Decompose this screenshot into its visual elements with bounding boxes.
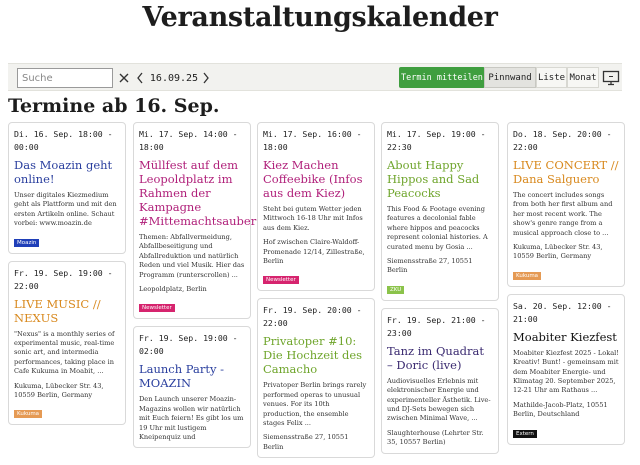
event-location: Kukuma, Lübecker Str. 43, 10559 Berlin, Germany <box>14 381 104 400</box>
event-tag-badge[interactable]: Moazin <box>14 239 39 247</box>
event-location: Leopoldplatz, Berlin <box>139 285 207 294</box>
event-description: This Food & Footage evening features a decolonial fable where hippos and peacocks represent colonial histories. A curated menu by Gosia ... <box>387 205 488 251</box>
event-time: Sa. 20. Sep. 12:00 - 21:00 <box>513 300 612 324</box>
event-title-link[interactable]: Moabiter Kiezfest <box>513 329 617 344</box>
event-tag-badge[interactable]: Kukuma <box>513 272 541 280</box>
pinboard-column <box>381 122 499 461</box>
event-tag-badge[interactable]: Newsletter <box>263 276 299 284</box>
event-tag-badge[interactable]: Newsletter <box>139 304 175 312</box>
pinboard-column <box>507 122 625 452</box>
event-description: Unser digitales Kiezmedium geht als Plattform und mit den ersten Artikeln online. Schaut vorbei: www.moazin.de <box>14 191 117 228</box>
event-title-link[interactable]: About Happy Hippos and Sad Peacocks <box>387 158 480 200</box>
chevron-right-icon <box>202 72 210 84</box>
event-card[interactable] <box>257 298 375 458</box>
event-time: Fr. 19. Sep. 21:00 - 23:00 <box>387 314 486 338</box>
event-title-link[interactable]: LIVE MUSIC // NEXUS <box>14 296 101 325</box>
event-title-link[interactable]: Launch Party - MOAZIN <box>139 362 225 391</box>
submit-event-button[interactable]: Termin mitteilen <box>399 67 485 88</box>
event-location: Siemensstraße 27, 10551 Berlin <box>263 433 349 451</box>
event-card[interactable] <box>257 122 375 291</box>
event-tag-badge[interactable]: Kukuma <box>14 410 42 418</box>
event-location: Slaughterhouse (Lehrter Str. 35, 10557 Berlin) <box>387 428 484 447</box>
event-title-link[interactable]: Müllfest auf dem Leopoldplatz im Rahmen der Kampagne #Mittemachtsauber <box>139 158 257 228</box>
event-time: Fr. 19. Sep. 20:00 - 22:00 <box>263 305 362 329</box>
date-field[interactable]: 16.09.25 <box>149 72 199 84</box>
close-icon <box>119 73 129 83</box>
section-title: Termine ab 16. Sep. <box>8 95 220 117</box>
chevron-left-icon <box>136 72 144 84</box>
pinboard-column <box>133 122 257 455</box>
event-time: Fr. 19. Sep. 19:00 - 02:00 <box>139 333 238 357</box>
event-time: Di. 16. Sep. 18:00 - 00:00 <box>14 129 113 152</box>
event-title-link[interactable]: Privatoper #10: Die Hochzeit des Camacho <box>263 334 363 377</box>
event-title-link[interactable]: LIVE CONCERT // Dana Salguero <box>513 158 619 186</box>
event-description: The concert includes songs from both her first album and her most recent work. The show's genre range from a musical approach close to ... <box>513 191 613 237</box>
event-card[interactable] <box>133 326 251 448</box>
event-title-link[interactable]: Tanz im Quadrat – Doric (live) <box>387 343 485 372</box>
view-pinnwand-button[interactable]: Pinnwand <box>484 67 536 88</box>
display-mode-button[interactable] <box>602 69 620 87</box>
event-description: Moabiter Kiezfest 2025 - Lokal! Kreativ! Bunt! - gemeinsam mit dem Moabiter Energie- und Klimatag 20. September 2025, 12-21 Uhr am Rathaus ... <box>513 348 619 395</box>
event-title-link[interactable]: Kiez Machen Coffeebike (Infos aus dem Kiez) <box>263 158 363 200</box>
event-description: "Nexus" is a monthly series of experimental music, real-time sonic art, and intermedia performances, taking place in Cafe Kukuma in Moabit, ... <box>14 329 115 376</box>
event-card[interactable] <box>8 122 126 254</box>
search-input[interactable] <box>17 68 113 88</box>
view-monat-button[interactable]: Monat <box>567 67 599 88</box>
event-description: Themen: Abfallvermeidung, Abfallbeseitigung und Abfallreduktion und natürlich Reden und viel Musik. Hier das Programm (runterscrollen) ... <box>139 233 245 279</box>
pinboard-column <box>8 122 126 432</box>
event-location: Siemensstraße 27, 10551 Berlin <box>387 257 473 275</box>
event-title-link[interactable]: Das Moazin geht online! <box>14 158 113 186</box>
toolbar <box>8 63 622 91</box>
screen-icon <box>602 69 620 87</box>
event-description: Privatoper Berlin brings rarely performed operas to unusual venues. For its 10th production, the ensemble stages Felix ... <box>263 381 367 428</box>
previous-date-button[interactable] <box>132 68 148 88</box>
event-time: Fr. 19. Sep. 19:00 - 22:00 <box>14 267 113 291</box>
event-location: Kukuma, Lübecker Str. 43, 10559 Berlin, Germany <box>513 243 603 261</box>
event-card[interactable] <box>381 308 499 454</box>
view-liste-button[interactable]: Liste <box>536 67 567 88</box>
event-description: Steht bei gutem Wetter jeden Mittwoch 16-18 Uhr mit Infos aus dem Kiez. <box>263 205 363 232</box>
event-time: Do. 18. Sep. 20:00 - 22:00 <box>513 129 612 152</box>
clear-search-button[interactable] <box>116 68 132 88</box>
event-tag-badge[interactable]: ZKU <box>387 286 404 294</box>
event-location: Hof zwischen Claire-Waldoff-Promenade 12/14, Zillestraße, Berlin <box>263 238 365 266</box>
event-card[interactable] <box>507 122 625 287</box>
event-description: Den Launch unserer Moazin-Magazins wollen wir natürlich mit Euch feiern! Es gibt los um 19 Uhr mit lustigem Kneipenquiz und <box>139 395 244 442</box>
pinboard-column <box>257 122 375 465</box>
event-card[interactable] <box>8 261 126 426</box>
event-card[interactable] <box>381 122 499 301</box>
next-date-button[interactable] <box>198 68 214 88</box>
event-time: Mi. 17. Sep. 16:00 - 18:00 <box>263 129 362 152</box>
event-time: Mi. 17. Sep. 14:00 - 18:00 <box>139 129 238 152</box>
page-title: Veranstaltungskalender <box>142 2 498 33</box>
event-tag-badge[interactable]: Extern <box>513 430 537 438</box>
event-description: Audiovisuelles Erlebnis mit elektronischer Energie und experimenteller Ästhetik. Live- und DJ-Sets bewegen sich zwischen Minimal Wave, ... <box>387 376 491 423</box>
event-card[interactable] <box>507 294 625 445</box>
event-card[interactable] <box>133 122 257 319</box>
event-location: Mathilde-Jacob-Platz, 10551 Berlin, Deutschland <box>513 400 608 419</box>
event-time: Mi. 17. Sep. 19:00 - 22:30 <box>387 129 486 152</box>
